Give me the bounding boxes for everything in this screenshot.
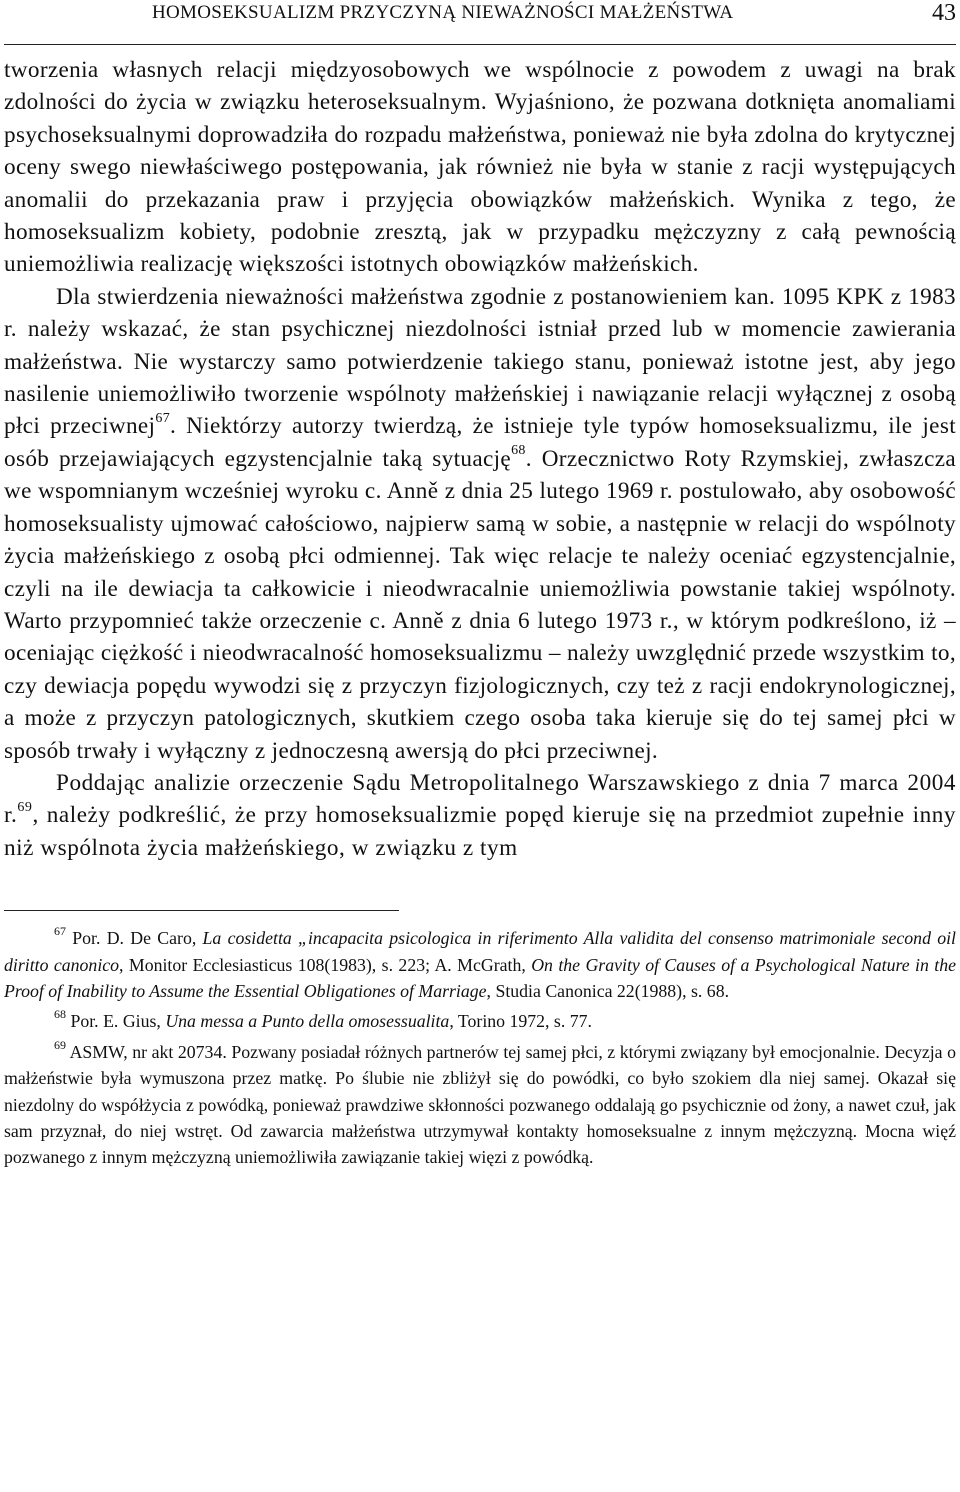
paragraph-2 [4,281,956,767]
paragraph-1: tworzenia własnych relacji międzyosobowych we wspólnocie z powodem z uwagi na brak zdolności do życia w związku heteroseksualnym. Wyjaśniono, że pozwana dotknięta anomaliami psychoseksualnymi doprowadziła do rozpadu małżeństwa, ponieważ nie była zdolna do krytycznej oceny swego niewłaściwego postępowania, jak również nie była w stanie z racji występujących anomalii do przekazania praw i przyjęcia obowiązków małżeńskich. Wynika z tego, że homoseksualizm kobiety, podobnie zresztą, jak w przypadku mężczyzny z całą pewnością uniemożliwia realizację większości istotnych obowiązków małżeńskich. [4,57,956,278]
footnote-text: Por. D. De Caro, [72,928,203,949]
footnotes [4,925,956,1171]
paragraph-2-part-a: Dla stwierdzenia nieważności małżeństwa zgodnie z postanowieniem kan. 1095 KPK z 1983 r. należy wskazać, że stan psychicznej niezdolności istniał przed lub w momencie zawierania małżeństwa. Nie wystarczy samo potwierdzenie takiego stanu, ponieważ istotne jest, aby jego nasilenie uniemożliwiło tworzenie wspólnoty małżeńskiej i nawiązanie relacji wyłącznej z osobą płci przeciwnej [4,283,956,440]
footnote-work-title: La cosidetta „incapacita psicologica in riferimento Alla validita del consenso matrimoniale second oil diritto canonico [4,928,956,975]
book-page [4,0,956,1171]
footnote-text: , Monitor Ecclesiasticus 108(1983), s. 223; A. McGrath, [119,954,532,975]
paragraph-3-part-a: Poddając analizie orzeczenie Sądu Metropolitalnego Warszawskiego z dnia 7 marca 2004 r. [4,769,956,829]
footnote-ref-69[interactable]: 69 [17,799,33,815]
paragraph-3-part-b: , należy podkreślić, że przy homoseksualizmie popęd kieruje się na przedmiot zupełnie inny niż wspólnota życia małżeńskiego, w związku z tym [4,802,956,861]
footnote-work-title: On the Gravity of Causes of a Psychological Nature in the Proof of Inability to Assume the Essential Obligationes of Marriage [4,954,956,1001]
footnote-67 [4,925,956,1004]
footnote-ref-67[interactable]: 67 [155,410,171,426]
running-header [4,0,956,45]
paragraph-2-part-b: . Niektórzy autorzy twierdzą, że istnieje tyle typów homoseksualizmu, ile jest osób przejawiających egzystencjalnie taką sytuację [4,413,956,472]
running-title: HOMOSEKSUALIZM PRZYCZYNĄ NIEWAŻNOŚCI MAŁŻEŃSTWA [152,2,734,23]
paragraph-3 [4,767,956,864]
footnote-68 [4,1008,956,1034]
footnote-work-title: Una messa a Punto della omosessualita [165,1011,450,1032]
footnote-number: 67 [54,924,66,939]
footnote-separator [4,910,399,911]
footnote-number: 69 [54,1037,66,1052]
main-text [4,54,956,864]
footnote-text: , Torino 1972, s. 77. [449,1011,592,1032]
footnote-text: Por. E. Gius, [70,1011,166,1032]
footnote-69 [4,1039,956,1171]
footnote-number: 68 [54,1007,66,1022]
paragraph-2-part-c: . Orzecznictwo Roty Rzymskiej, zwłaszcza we wspomnianym wcześniej wyroku c. Anně z dnia 25 lutego 1969 r. postulowało, aby osobowość homoseksualisty ujmować całościowo, najpierw samą w sobie, a następnie w relacji do wspólnoty życia małżeńskiego z osobą płci odmiennej. Tak więc relacje te należy oceniać egzystencjalnie, czyli na ile dewiacja ta całkowicie i nieodwracalnie uniemożliwia powstanie takiej wspólnoty. Warto przypomnieć także orzeczenie c. Anně z dnia 6 lutego 1973 r., w którym podkreślono, iż – oceniając ciężkość i nieodwracalność homoseksualizmu – należy uwzględnić przede wszystkim to, czy dewiacja popędu wywodzi się z przyczyn fizjologicznych, czy też z racji endokrynologicznej, a może z przyczyn patologicznych, skutkiem czego osoba taka kieruje się do tej samej płci w sposób trwały i wyłączny z jednoczesną awersją do płci przeciwnej. [4,445,956,764]
page-number: 43 [932,0,956,26]
footnote-ref-68[interactable]: 68 [511,443,526,459]
footnote-text: ASMW, nr akt 20734. Pozwany posiadał różnych partnerów tej samej płci, z którymi związany był emocjonalnie. Decyzja o małżeństwie była wymuszona przez matkę. Po ślubie nie zbliżył się do powódki, co było szokiem dla niej samej. Okazał się niezdolny do współżycia z powódką, ponieważ prawdziwe skłonności pozwanego oddalają go psychicznie od żony, a nawet czuł, jak sam przyznał, do niej wstręt. Od zawarcia małżeństwa utrzymywał kontakty homoseksualne z innym mężczyzną. Mocna więź pozwanego z innym mężczyzną uniemożliwiła zawiązanie takiej więzi z powódką. [4,1041,956,1168]
footnote-text: , Studia Canonica 22(1988), s. 68. [486,980,730,1001]
